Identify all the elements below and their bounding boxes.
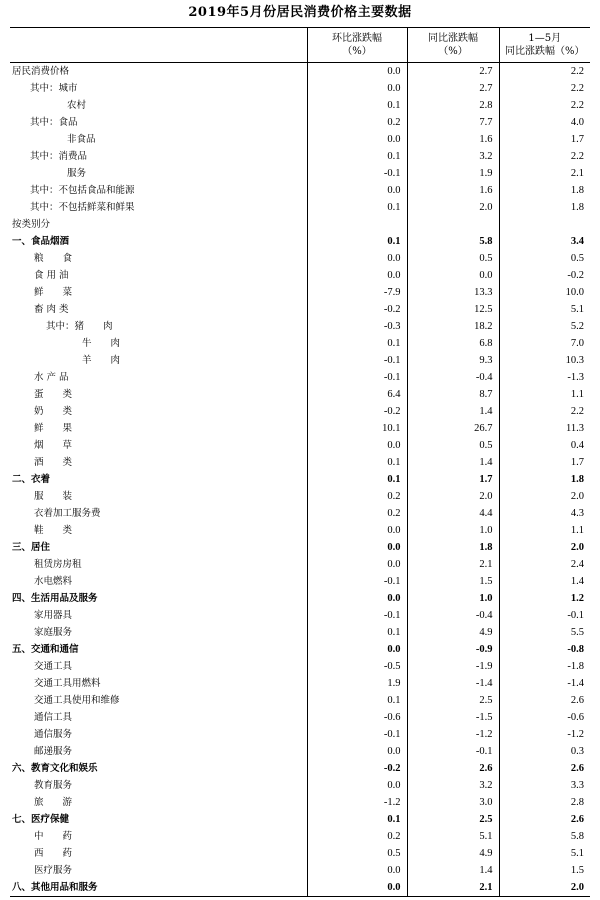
header-yoy [407, 28, 499, 63]
table-row [10, 505, 590, 522]
row-yoy-value: 2.8 [407, 97, 499, 114]
row-yoy-value: 2.5 [407, 811, 499, 828]
header-ytd-line2: 同比涨跌幅（%） [504, 46, 585, 57]
row-ytd-value: -1.2 [499, 726, 590, 743]
row-label: 一、食品烟酒 [12, 236, 70, 247]
row-mom-value: -1.2 [307, 794, 407, 811]
row-yoy-value: 7.7 [407, 114, 499, 131]
row-ytd-value: 5.1 [499, 301, 590, 318]
row-mom-value: 0.1 [307, 454, 407, 471]
row-label: 鲜 果 [34, 423, 73, 434]
table-row [10, 726, 590, 743]
row-label: 六、教育文化和娱乐 [12, 763, 98, 774]
row-label: 农村 [67, 100, 87, 111]
table-row [10, 284, 590, 301]
row-mom-value: -0.1 [307, 352, 407, 369]
table-row [10, 437, 590, 454]
row-mom-value: 0.0 [307, 862, 407, 879]
row-ytd-value: 2.8 [499, 794, 590, 811]
row-mom-value: 0.2 [307, 488, 407, 505]
row-yoy-value: 8.7 [407, 386, 499, 403]
row-mom-value: 0.1 [307, 199, 407, 216]
row-ytd-value: 1.8 [499, 199, 590, 216]
table-row [10, 114, 590, 131]
row-ytd-value: 1.7 [499, 454, 590, 471]
cpi-table [10, 27, 590, 897]
table-row [10, 845, 590, 862]
table-row [10, 658, 590, 675]
row-mom-value: 0.1 [307, 97, 407, 114]
row-label: 中 药 [34, 831, 73, 842]
table-row [10, 131, 590, 148]
row-ytd-value: 0.5 [499, 250, 590, 267]
row-mom-value: 0.0 [307, 539, 407, 556]
row-mom-value: 0.0 [307, 590, 407, 607]
row-label: 三、居住 [12, 542, 51, 553]
row-ytd-value: 7.0 [499, 335, 590, 352]
row-label: 其中：消费品 [30, 151, 88, 162]
table-row [10, 318, 590, 335]
row-ytd-value: 5.2 [499, 318, 590, 335]
row-label: 服 装 [34, 491, 73, 502]
row-mom-value: 0.1 [307, 233, 407, 250]
row-mom-value: 0.1 [307, 471, 407, 488]
row-mom-value: -0.1 [307, 726, 407, 743]
row-yoy-value: 1.7 [407, 471, 499, 488]
table-row [10, 794, 590, 811]
row-yoy-value: 1.4 [407, 454, 499, 471]
row-ytd-value: 11.3 [499, 420, 590, 437]
table-row [10, 199, 590, 216]
row-mom-value: 0.0 [307, 250, 407, 267]
row-label: 五、交通和通信 [12, 644, 79, 655]
row-ytd-value: 1.2 [499, 590, 590, 607]
row-mom-value: 0.0 [307, 80, 407, 97]
row-ytd-value: 2.6 [499, 760, 590, 777]
table-row [10, 743, 590, 760]
row-ytd-value: 3.3 [499, 777, 590, 794]
row-mom-value: 6.4 [307, 386, 407, 403]
row-yoy-value: 0.5 [407, 250, 499, 267]
table-row [10, 709, 590, 726]
row-label: 其中：不包括食品和能源 [30, 185, 135, 196]
row-mom-value: 0.0 [307, 131, 407, 148]
row-yoy-value: 5.1 [407, 828, 499, 845]
row-label: 衣着加工服务费 [34, 508, 101, 519]
row-label: 服务 [67, 168, 87, 179]
table-row [10, 777, 590, 794]
table-row [10, 454, 590, 471]
row-label: 居民消费价格 [12, 66, 70, 77]
header-yoy-line2: （%） [438, 46, 468, 57]
row-mom-value: 0.2 [307, 505, 407, 522]
row-yoy-value [407, 216, 499, 233]
row-mom-value: -0.1 [307, 573, 407, 590]
row-ytd-value: 2.2 [499, 148, 590, 165]
row-mom-value: 0.0 [307, 63, 407, 81]
row-label: 旅 游 [34, 797, 73, 808]
table-row [10, 148, 590, 165]
row-yoy-value: 0.0 [407, 267, 499, 284]
row-ytd-value: 2.4 [499, 556, 590, 573]
document-title: 2019年5月份居民消费价格主要数据 [188, 5, 412, 20]
row-yoy-value: -1.4 [407, 675, 499, 692]
row-ytd-value [499, 216, 590, 233]
table-row [10, 301, 590, 318]
table-row [10, 862, 590, 879]
row-yoy-value: -0.4 [407, 607, 499, 624]
table-body [10, 63, 590, 897]
row-ytd-value: 2.6 [499, 692, 590, 709]
header-mom [307, 28, 407, 63]
row-yoy-value: 4.4 [407, 505, 499, 522]
row-ytd-value: 2.6 [499, 811, 590, 828]
row-yoy-value: 1.0 [407, 590, 499, 607]
row-mom-value: 0.0 [307, 743, 407, 760]
row-label: 医疗服务 [34, 865, 73, 876]
header-mom-line1: 环比涨跌幅 [332, 33, 382, 44]
row-yoy-value: 2.0 [407, 199, 499, 216]
row-ytd-value: -0.8 [499, 641, 590, 658]
row-yoy-value: 2.7 [407, 63, 499, 81]
row-yoy-value: 4.9 [407, 845, 499, 862]
row-mom-value: -0.3 [307, 318, 407, 335]
row-ytd-value: 4.0 [499, 114, 590, 131]
table-header-row [10, 28, 590, 63]
row-label: 按类别分 [12, 219, 51, 230]
header-yoy-line1: 同比涨跌幅 [428, 33, 478, 44]
row-label: 酒 类 [34, 457, 73, 468]
row-mom-value: 10.1 [307, 420, 407, 437]
table-row [10, 97, 590, 114]
row-ytd-value: 3.4 [499, 233, 590, 250]
row-ytd-value: -0.1 [499, 607, 590, 624]
row-yoy-value: 1.4 [407, 403, 499, 420]
row-label: 其中：猪 肉 [46, 321, 113, 332]
row-ytd-value: 2.1 [499, 165, 590, 182]
table-row [10, 488, 590, 505]
row-mom-value: 0.1 [307, 692, 407, 709]
table-row [10, 352, 590, 369]
row-mom-value: -0.2 [307, 760, 407, 777]
row-ytd-value: 10.3 [499, 352, 590, 369]
row-yoy-value: 1.0 [407, 522, 499, 539]
row-mom-value: 0.0 [307, 777, 407, 794]
row-ytd-value: 1.7 [499, 131, 590, 148]
table-row [10, 165, 590, 182]
row-yoy-value: 13.3 [407, 284, 499, 301]
row-label: 交通工具用燃料 [34, 678, 101, 689]
row-yoy-value: -1.9 [407, 658, 499, 675]
row-yoy-value: -1.5 [407, 709, 499, 726]
table-row [10, 692, 590, 709]
table-row [10, 182, 590, 199]
row-yoy-value: 1.5 [407, 573, 499, 590]
table-row [10, 760, 590, 777]
row-label: 交通工具使用和维修 [34, 695, 120, 706]
row-yoy-value: 3.2 [407, 148, 499, 165]
row-yoy-value: 2.1 [407, 879, 499, 897]
table-row [10, 675, 590, 692]
table-row [10, 828, 590, 845]
row-label: 四、生活用品及服务 [12, 593, 98, 604]
row-yoy-value: 18.2 [407, 318, 499, 335]
row-label: 奶 类 [34, 406, 73, 417]
row-label: 蛋 类 [34, 389, 73, 400]
row-ytd-value: 1.8 [499, 182, 590, 199]
table-row [10, 386, 590, 403]
row-ytd-value: -1.3 [499, 369, 590, 386]
row-ytd-value: -0.2 [499, 267, 590, 284]
row-mom-value: -0.2 [307, 301, 407, 318]
row-ytd-value: 1.4 [499, 573, 590, 590]
table-row [10, 335, 590, 352]
row-ytd-value: -0.6 [499, 709, 590, 726]
row-yoy-value: 12.5 [407, 301, 499, 318]
header-mom-line2: （%） [342, 46, 372, 57]
row-mom-value: -0.1 [307, 369, 407, 386]
row-ytd-value: 2.2 [499, 97, 590, 114]
row-yoy-value: 1.6 [407, 131, 499, 148]
header-ytd-line1: 1—5月 [528, 33, 562, 44]
row-ytd-value: 0.3 [499, 743, 590, 760]
row-yoy-value: -0.4 [407, 369, 499, 386]
row-mom-value: 0.0 [307, 879, 407, 897]
row-ytd-value: 2.2 [499, 80, 590, 97]
row-label: 八、其他用品和服务 [10, 879, 307, 897]
row-mom-value: 0.0 [307, 267, 407, 284]
table-row [10, 607, 590, 624]
row-label: 畜 肉 类 [34, 304, 69, 315]
table-row [10, 624, 590, 641]
table-row [10, 369, 590, 386]
header-item [10, 28, 307, 63]
table-row [10, 233, 590, 250]
header-ytd [499, 28, 590, 63]
row-mom-value: -0.1 [307, 165, 407, 182]
row-mom-value: 0.2 [307, 828, 407, 845]
row-mom-value: 0.0 [307, 641, 407, 658]
row-label: 其中：食品 [30, 117, 78, 128]
table-row [10, 250, 590, 267]
row-yoy-value: 5.8 [407, 233, 499, 250]
table-row [10, 590, 590, 607]
row-mom-value: -0.6 [307, 709, 407, 726]
table-row [10, 80, 590, 97]
row-ytd-value: 0.4 [499, 437, 590, 454]
row-mom-value: 0.2 [307, 114, 407, 131]
row-label: 其中：不包括鲜菜和鲜果 [30, 202, 135, 213]
row-mom-value: 0.1 [307, 811, 407, 828]
table-row [10, 522, 590, 539]
row-label: 邮递服务 [34, 746, 73, 757]
row-ytd-value: -1.4 [499, 675, 590, 692]
table-row [10, 641, 590, 658]
row-ytd-value: 10.0 [499, 284, 590, 301]
row-mom-value: -0.1 [307, 607, 407, 624]
row-label: 租赁房房租 [34, 559, 82, 570]
row-yoy-value: 3.0 [407, 794, 499, 811]
row-label: 西 药 [34, 848, 73, 859]
row-label: 交通工具 [34, 661, 73, 672]
row-mom-value: 0.0 [307, 522, 407, 539]
row-mom-value: 0.1 [307, 624, 407, 641]
row-yoy-value: 26.7 [407, 420, 499, 437]
row-ytd-value: -1.8 [499, 658, 590, 675]
row-mom-value: 1.9 [307, 675, 407, 692]
row-ytd-value: 2.0 [499, 879, 590, 897]
row-yoy-value: 2.6 [407, 760, 499, 777]
row-label: 其中：城市 [30, 83, 78, 94]
row-mom-value: 0.0 [307, 556, 407, 573]
row-label: 通信服务 [34, 729, 73, 740]
row-mom-value [307, 216, 407, 233]
row-ytd-value: 1.1 [499, 522, 590, 539]
row-label: 二、衣着 [12, 474, 51, 485]
row-label: 烟 草 [34, 440, 73, 451]
row-yoy-value: 2.1 [407, 556, 499, 573]
row-mom-value: 0.1 [307, 335, 407, 352]
row-yoy-value: 6.8 [407, 335, 499, 352]
row-yoy-value: -0.9 [407, 641, 499, 658]
table-row [10, 811, 590, 828]
row-label: 粮 食 [34, 253, 73, 264]
row-ytd-value: 2.2 [499, 63, 590, 81]
row-label: 鲜 菜 [34, 287, 73, 298]
row-yoy-value: 2.5 [407, 692, 499, 709]
table-row [10, 556, 590, 573]
row-mom-value: -7.9 [307, 284, 407, 301]
row-yoy-value: -1.2 [407, 726, 499, 743]
row-label: 家用器具 [34, 610, 73, 621]
row-yoy-value: 2.7 [407, 80, 499, 97]
row-mom-value: 0.1 [307, 148, 407, 165]
row-yoy-value: 9.3 [407, 352, 499, 369]
row-yoy-value: 3.2 [407, 777, 499, 794]
row-yoy-value: 2.0 [407, 488, 499, 505]
row-ytd-value: 5.5 [499, 624, 590, 641]
row-label: 七、医疗保健 [12, 814, 70, 825]
row-ytd-value: 5.1 [499, 845, 590, 862]
table-row [10, 216, 590, 233]
row-yoy-value: 0.5 [407, 437, 499, 454]
table-row [10, 267, 590, 284]
row-label: 家庭服务 [34, 627, 73, 638]
row-label: 教育服务 [34, 780, 73, 791]
row-ytd-value: 2.2 [499, 403, 590, 420]
row-yoy-value: 4.9 [407, 624, 499, 641]
table-row [10, 573, 590, 590]
row-ytd-value: 5.8 [499, 828, 590, 845]
table-row [10, 403, 590, 420]
row-ytd-value: 4.3 [499, 505, 590, 522]
row-label: 非食品 [67, 134, 96, 145]
row-ytd-value: 1.5 [499, 862, 590, 879]
table-row [10, 879, 590, 897]
row-label: 牛 肉 [82, 338, 121, 349]
row-label: 通信工具 [34, 712, 73, 723]
row-yoy-value: 1.4 [407, 862, 499, 879]
row-label: 食 用 油 [34, 270, 69, 281]
row-yoy-value: 1.9 [407, 165, 499, 182]
row-mom-value: 0.5 [307, 845, 407, 862]
row-ytd-value: 1.8 [499, 471, 590, 488]
table-row [10, 539, 590, 556]
row-yoy-value: 1.8 [407, 539, 499, 556]
row-mom-value: 0.0 [307, 437, 407, 454]
row-ytd-value: 1.1 [499, 386, 590, 403]
table-row [10, 471, 590, 488]
row-label: 水 产 品 [34, 372, 69, 383]
row-ytd-value: 2.0 [499, 488, 590, 505]
table-row [10, 420, 590, 437]
row-label: 水电燃料 [34, 576, 73, 587]
row-label: 鞋 类 [34, 525, 73, 536]
row-mom-value: 0.0 [307, 182, 407, 199]
row-label: 羊 肉 [82, 355, 121, 366]
row-mom-value: -0.2 [307, 403, 407, 420]
table-row [10, 63, 590, 81]
row-yoy-value: 1.6 [407, 182, 499, 199]
row-ytd-value: 2.0 [499, 539, 590, 556]
row-mom-value: -0.5 [307, 658, 407, 675]
row-yoy-value: -0.1 [407, 743, 499, 760]
